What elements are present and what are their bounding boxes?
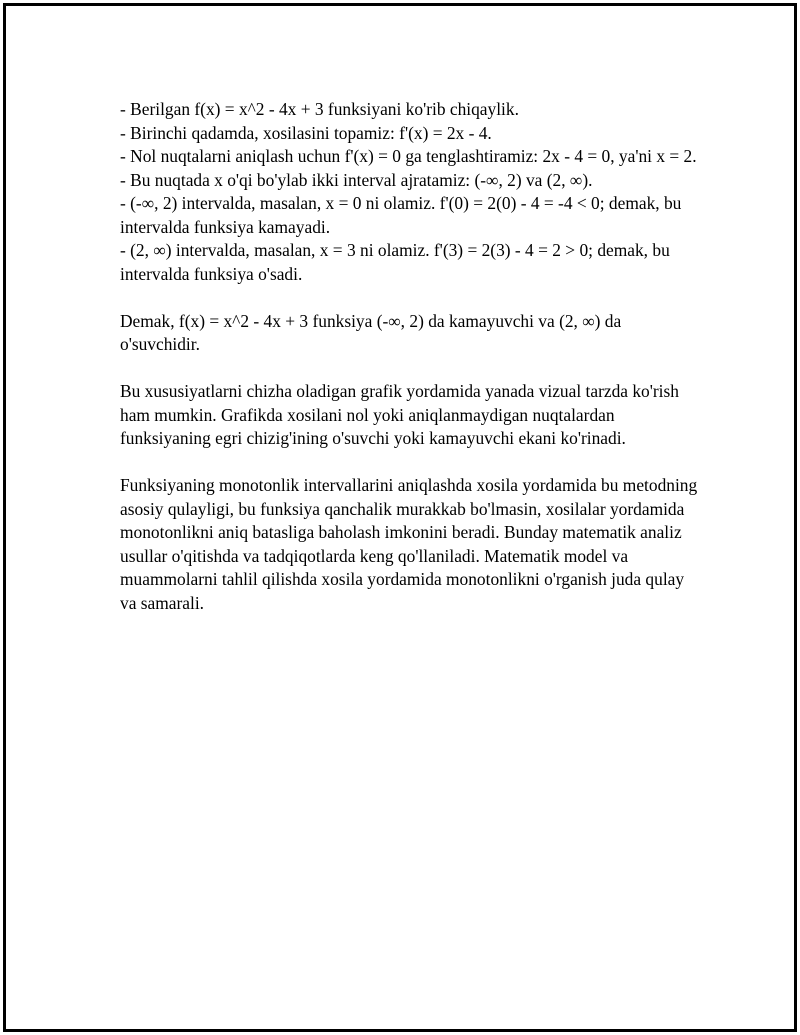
page-frame bbox=[3, 3, 797, 1032]
conclusion-paragraph: Demak, f(x) = x^2 - 4x + 3 funksiya (-∞, 2) da kamayuvchi va (2, ∞) da o'suvchidir. bbox=[120, 310, 622, 354]
step-item: - Berilgan f(x) = x^2 - 4x + 3 funksiyani ko'rib chiqaylik. bbox=[120, 99, 519, 119]
step-item: - Bu nuqtada x o'qi bo'ylab ikki interval ajratamiz: (-∞, 2) va (2, ∞). bbox=[120, 169, 593, 190]
summary-paragraph: Funksiyaning monotonlik intervallarini aniqlashda xosila yordamida bu metodning asosiy qulayligi, bu funksiya qanchalik murakkab bo'lmasin, xosilalar yordamida monotonlikni aniq batasliga baholash imkonini beradi. Bunday matematik analiz usullar o'qitishda va tadqiqotlarda keng qo'llaniladi. Matematik model va muammolarni tahlil qilishda xosila yordamida monotonlikni o'rganish juda qulay va samarali. bbox=[120, 475, 698, 613]
graph-note-paragraph: Bu xususiyatlarni chizha oladigan grafik yordamida yanada vizual tarzda ko'rish ham mumkin. Grafikda xosilani nol yoki aniqlanmaydigan nuqtalardan funksiyaning egri chizig'ining o'suvchi yoki kamayuvchi ekani ko'rinadi. bbox=[120, 381, 679, 448]
step-item: - Birinchi qadamda, xosilasini topamiz: f'(x) = 2x - 4. bbox=[120, 122, 492, 143]
step-item: - (2, ∞) intervalda, masalan, x = 3 ni olamiz. f'(3) = 2(3) - 4 = 2 > 0; demak, bu intervalda funksiya o'sadi. bbox=[120, 240, 670, 284]
step-item: - (-∞, 2) intervalda, masalan, x = 0 ni olamiz. f'(0) = 2(0) - 4 = -4 < 0; demak, bu intervalda funksiya kamayadi. bbox=[120, 193, 682, 237]
document-body bbox=[120, 98, 700, 615]
step-item: - Nol nuqtalarni aniqlash uchun f'(x) = 0 ga tenglashtiramiz: 2x - 4 = 0, ya'ni x = 2. bbox=[120, 146, 697, 166]
steps-list bbox=[120, 98, 700, 286]
